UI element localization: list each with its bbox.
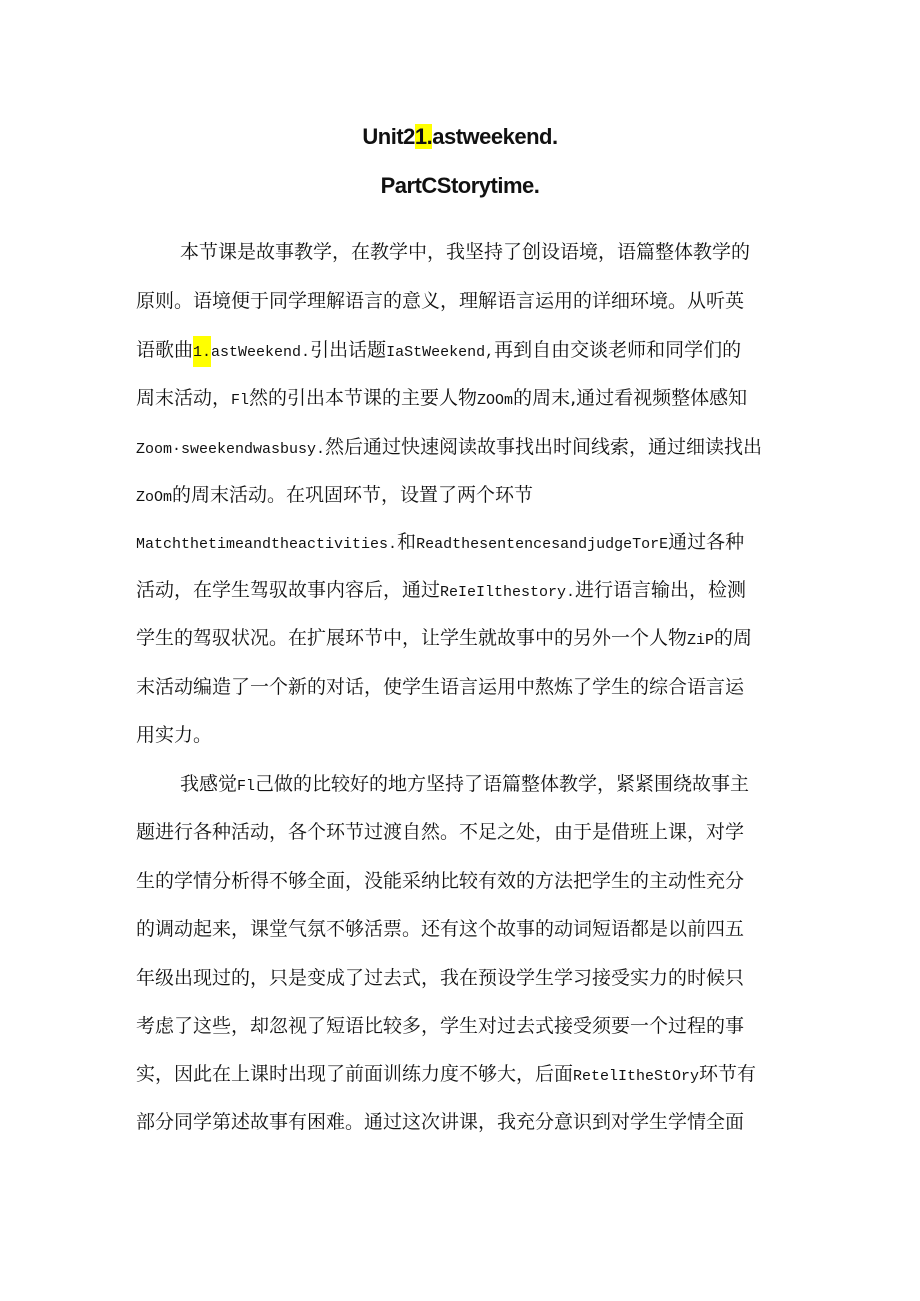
english-run: Zoom·sweekendwasbusy.	[136, 441, 326, 458]
paragraph-2-line-3: 生的学情分析得不够全面，没能采纳比较有效的方法把学生的主动性充分	[136, 870, 745, 892]
title-text-start: Unit2	[362, 124, 415, 149]
text-run: 然的引出本节课的主要人物	[249, 387, 478, 409]
document-subtitle: PartCStorytime.	[380, 173, 540, 198]
title-text-end: astweekend.	[432, 124, 558, 149]
english-run: Fl	[237, 778, 256, 795]
paragraph-1-line-9	[136, 624, 786, 655]
text-run: 语歌曲	[136, 339, 194, 361]
english-run: ZiP	[687, 632, 715, 649]
paragraph-1-line-2: 原则。语境便于同学理解语言的意义，理解语言运用的详细环境。从听英	[136, 290, 745, 312]
text-run: 我感觉	[180, 773, 238, 795]
paragraph-2-line-7	[136, 1060, 786, 1091]
document-title	[0, 124, 920, 150]
english-run: ReIeIlthestory.	[440, 584, 576, 601]
paragraph-2-line-1	[180, 770, 786, 801]
text-run: 引出话题	[310, 339, 387, 361]
paragraph-2-line-4: 的调动起来，课堂气氛不够活票。还有这个故事的动词短语都是以前四五	[136, 918, 745, 940]
text-run: 周末活动，	[136, 387, 232, 409]
text-run: 进行语言输出，检测	[575, 579, 747, 601]
english-run: IaStWeekend,	[386, 344, 495, 361]
title-highlight: 1.	[414, 124, 433, 149]
text-run: 学生的驾驭状况。在扩展环节中，让学生就故事中的另外一个人物	[136, 627, 688, 649]
english-run: RetelItheStOry	[573, 1068, 700, 1085]
paragraph-2-line-8: 部分同学第述故事有困难。通过这次讲课，我充分意识到对学生学情全面	[136, 1111, 745, 1133]
text-run: 的周末,通过看视频整体感知	[513, 387, 748, 409]
paragraph-1-line-3	[136, 336, 786, 367]
paragraph-1-line-4	[136, 384, 786, 415]
text-run: 活动，在学生驾驭故事内容后，通过	[136, 579, 441, 601]
text-run: 然后通过快速阅读故事找出时间线索，通过细读找出	[325, 436, 763, 458]
text-run: 环节有	[699, 1063, 757, 1085]
paragraph-1-line-6	[136, 481, 786, 512]
english-run: Matchthetimeandtheactivities.	[136, 536, 398, 553]
text-run: 的周末活动。在巩固环节，设置了两个环节	[172, 484, 534, 506]
text-run: 再到自由交谈老师和同学们的	[494, 339, 742, 361]
paragraph-1-line-7	[136, 528, 786, 559]
paragraph-1-line-11: 用实力。	[136, 724, 213, 746]
paragraph-1-line-5	[136, 433, 786, 464]
text-run: 实，因此在上课时出现了前面训练力度不够大，后面	[136, 1063, 574, 1085]
text-run: 和	[397, 531, 417, 553]
english-run: ReadthesentencesandjudgeTorE	[416, 536, 669, 553]
english-run: ZoOm	[136, 489, 173, 506]
paragraph-2-line-6: 考虑了这些，却忽视了短语比较多，学生对过去式接受须要一个过程的事	[136, 1015, 745, 1037]
paragraph-1-line-8	[136, 576, 786, 607]
paragraph-2-line-5: 年级出现过的，只是变成了过去式，我在预设学生学习接受实力的时候只	[136, 967, 745, 989]
paragraph-2-line-2: 题进行各种活动，各个环节过渡自然。不足之处，由于是借班上课，对学	[136, 821, 745, 843]
paragraph-1-line-1: 本节课是故事教学，在教学中，我坚持了创设语境，语篇整体教学的	[180, 241, 751, 263]
text-run: 的周	[714, 627, 753, 649]
text-run: 通过各种	[668, 531, 745, 553]
english-run: ZOOm	[477, 392, 514, 409]
paragraph-1-line-10: 末活动编造了一个新的对话，使学生语言运用中熬炼了学生的综合语言运	[136, 676, 745, 698]
text-run: 己做的比较好的地方坚持了语篇整体教学，紧紧围绕故事主	[255, 773, 750, 795]
highlight-mark: 1.	[193, 336, 211, 367]
english-run: astWeekend.	[211, 344, 311, 361]
english-run: Fl	[231, 392, 250, 409]
